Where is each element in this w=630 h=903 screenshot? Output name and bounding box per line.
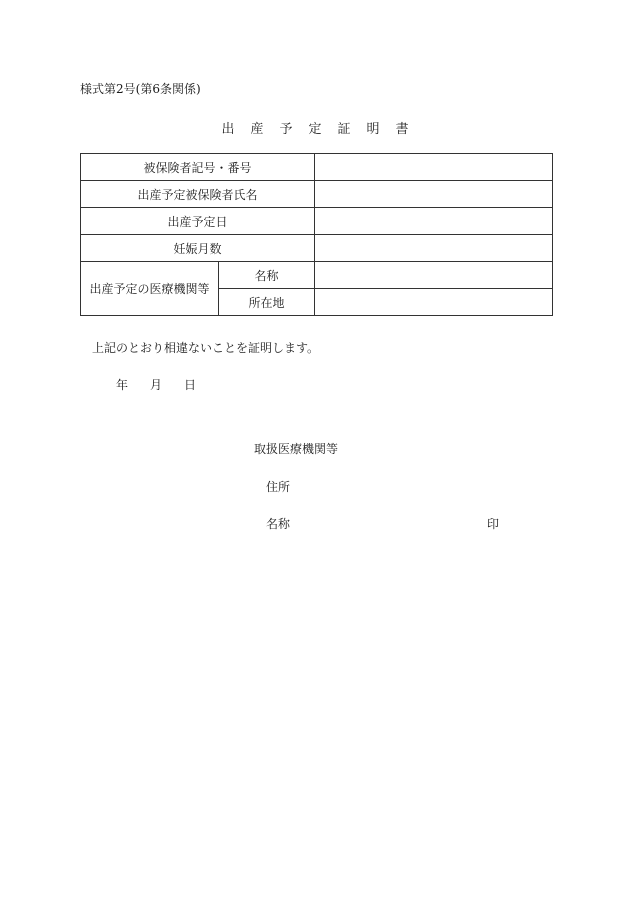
certificate-table <box>80 153 553 316</box>
expectant-name-field[interactable] <box>315 181 553 208</box>
certification-statement: 上記のとおり相違ないことを証明します。 <box>92 341 320 355</box>
pregnancy-months-label: 妊娠月数 <box>81 235 315 262</box>
facility-address-label: 所在地 <box>219 289 315 316</box>
issuer-heading: 取扱医療機関等 <box>254 442 339 456</box>
due-date-field[interactable] <box>315 208 553 235</box>
table-row <box>81 208 553 235</box>
date-month-label: 月 <box>150 378 163 392</box>
table-row <box>81 235 553 262</box>
facility-name-label: 名称 <box>219 262 315 289</box>
due-date-label: 出産予定日 <box>81 208 315 235</box>
insured-number-field[interactable] <box>315 154 553 181</box>
form-number: 様式第2号(第6条関係) <box>80 82 201 96</box>
pregnancy-months-field[interactable] <box>315 235 553 262</box>
table-row <box>81 181 553 208</box>
issuer-name-label: 名称 <box>266 517 291 531</box>
date-day-label: 日 <box>184 378 197 392</box>
expectant-name-label: 出産予定被保険者氏名 <box>81 181 315 208</box>
issuer-address-label: 住所 <box>266 480 291 494</box>
document-title: 出産予定証明書 <box>221 122 425 137</box>
seal-mark: 印 <box>487 517 500 531</box>
facility-address-field[interactable] <box>315 289 553 316</box>
table-row <box>81 262 553 289</box>
date-year-label: 年 <box>116 378 129 392</box>
insured-number-label: 被保険者記号・番号 <box>81 154 315 181</box>
facility-label: 出産予定の医療機関等 <box>81 262 219 316</box>
facility-name-field[interactable] <box>315 262 553 289</box>
table-row <box>81 154 553 181</box>
